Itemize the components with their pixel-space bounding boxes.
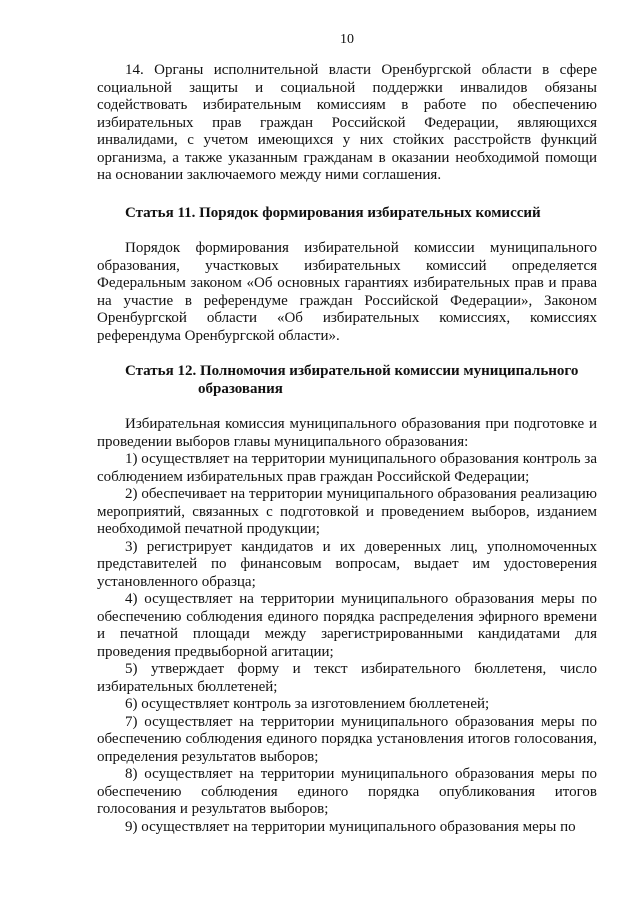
article-12-heading-line1: Статья 12. Полномочия избирательной комиссии муниципального xyxy=(125,363,579,379)
document-body xyxy=(97,62,597,836)
article-12-item-3: 3) регистрирует кандидатов и их доверенных лиц, уполномоченных представителей по финансовым вопросам, выдает им удостоверения установленного образца; xyxy=(97,538,597,590)
article-12-item-7: 7) осуществляет на территории муниципального образования меры по обеспечению соблюдения единого порядка установления итогов голосования, определения результатов выборов; xyxy=(97,713,597,765)
paragraph-14: 14. Органы исполнительной власти Оренбургской области в сфере социальной защиты и социальной поддержки инвалидов обязаны содействовать избирательным комиссиям в работе по обеспечению избирательных прав граждан Российской Федерации, являющихся инвалидами, с учетом имеющихся у них стойких расстройств функций организма, а также указанным гражданам в оказании необходимой помощи на основании заключаемого между ними соглашения. xyxy=(97,62,597,183)
article-11-text: Порядок формирования избирательной комиссии муниципального образования, участковых избирательных комиссий определяется Федеральным законом «Об основных гарантиях избирательных прав и права на участие в референдуме граждан Российской Федерации», Законом Оренбургской области «Об избирательных комиссиях, комиссиях референдума Оренбургской области». xyxy=(97,240,597,344)
document-page xyxy=(97,0,597,905)
article-12-item-8: 8) осуществляет на территории муниципального образования меры по обеспечению соблюдения единого порядка опубликования итогов голосования и результатов выборов; xyxy=(97,766,597,817)
article-12-item-9: 9) осуществляет на территории муниципального образования меры по xyxy=(125,818,576,835)
article-12-item-1: 1) осуществляет на территории муниципального образования контроль за соблюдением избирательных прав граждан Российской Федерации; xyxy=(97,451,597,485)
article-12-item-4: 4) осуществляет на территории муниципального образования меры по обеспечению соблюдения единого порядка распределения эфирного времени и печатной площади между зарегистрированными кандидатами для проведения предвыборной агитации; xyxy=(97,591,597,660)
article-12-item-6: 6) осуществляет контроль за изготовлением бюллетеней; xyxy=(125,696,490,712)
article-12-item-2: 2) обеспечивает на территории муниципального образования реализацию мероприятий, связанных с подготовкой и проведением выборов, изданием необходимой печатной продукции; xyxy=(97,486,597,537)
article-11-heading: Статья 11. Порядок формирования избирательных комиссий xyxy=(125,204,541,221)
article-12-heading-line2: образования xyxy=(198,380,283,397)
article-12-intro: Избирательная комиссия муниципального образования при подготовке и проведении выборов главы муниципального образования: xyxy=(97,416,597,450)
article-12-heading xyxy=(97,363,597,398)
article-12-item-5: 5) утверждает форму и текст избирательного бюллетеня, число избирательных бюллетеней; xyxy=(97,661,597,695)
page-number: 10 xyxy=(340,32,354,47)
